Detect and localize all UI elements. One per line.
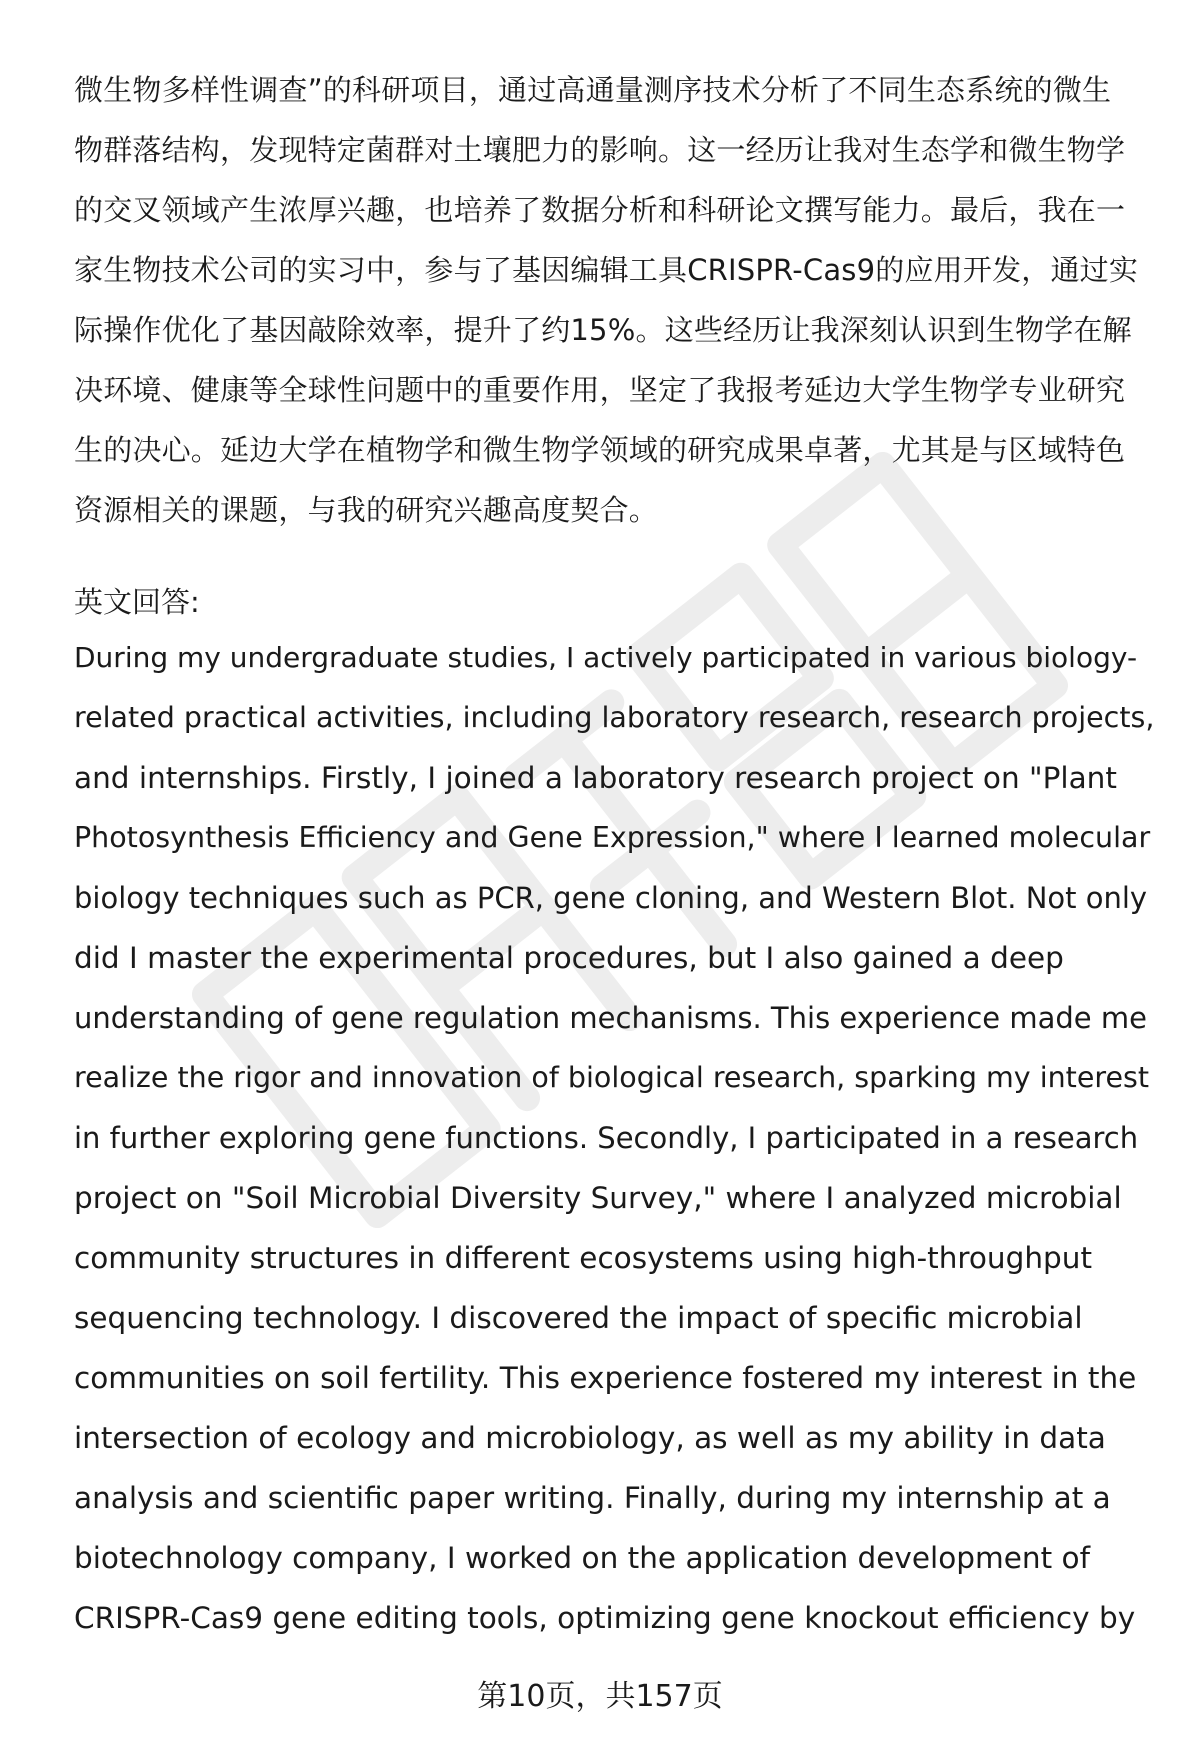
english-answer-line: project on "Soil Microbial Diversity Survey," where I analyzed microbial (74, 1181, 1122, 1215)
english-answer-line: analysis and scientific paper writing. Finally, during my internship at a (74, 1481, 1111, 1515)
english-answer-line: Photosynthesis Efficiency and Gene Expression," where I learned molecular (74, 821, 1151, 854)
chinese-answer-line: 微生物多样性调查”的科研项目，通过高通量测序技术分析了不同生态系统的微生 (74, 73, 1112, 107)
chinese-answer-line: 际操作优化了基因敲除效率，提升了约15%。这些经历让我深刻认识到生物学在解 (74, 313, 1132, 347)
english-answer-line: intersection of ecology and microbiology, as well as my ability in data (74, 1421, 1106, 1455)
english-answer-line: understanding of gene regulation mechanisms. This experience made me (74, 1001, 1147, 1035)
english-answer-heading: 英文回答: (74, 585, 200, 619)
chinese-answer-line: 物群落结构，发现特定菌群对土壤肥力的影响。这一经历让我对生态学和微生物学 (74, 133, 1126, 167)
english-answer-line: did I master the experimental procedures, but I also gained a deep (74, 941, 1064, 975)
english-answer-line: CRISPR-Cas9 gene editing tools, optimizing gene knockout efficiency by (74, 1601, 1136, 1635)
english-answer-line: biology techniques such as PCR, gene cloning, and Western Blot. Not only (74, 881, 1148, 915)
chinese-answer-line: 决环境、健康等全球性问题中的重要作用，坚定了我报考延边大学生物学专业研究 (74, 373, 1126, 407)
chinese-answer-line: 的交叉领域产生浓厚兴趣，也培养了数据分析和科研论文撰写能力。最后，我在一 (74, 193, 1126, 227)
english-answer-line: sequencing technology. I discovered the impact of specific microbial (74, 1301, 1083, 1335)
page-number-footer: 第10页，共157页 (477, 1679, 723, 1714)
english-answer-line: related practical activities, including laboratory research, research projects, (74, 701, 1155, 734)
english-answer-line: and internships. Firstly, I joined a laboratory research project on "Plant (74, 761, 1117, 795)
english-answer-line: biotechnology company, I worked on the application development of (74, 1541, 1090, 1575)
chinese-answer-line: 生的决心。延边大学在植物学和微生物学领域的研究成果卓著，尤其是与区域特色 (74, 433, 1126, 467)
chinese-answer-paragraph (74, 60, 1154, 540)
chinese-answer-line: 资源相关的课题，与我的研究兴趣高度契合。 (74, 493, 659, 527)
english-answer-line: communities on soil fertility. This experience fostered my interest in the (74, 1361, 1137, 1395)
chinese-answer-line: 家生物技术公司的实习中，参与了基因编辑工具CRISPR-Cas9的应用开发，通过实 (74, 253, 1139, 287)
english-answer-line: During my undergraduate studies, I actively participated in various biology- (74, 641, 1138, 674)
english-answer-line: in further exploring gene functions. Secondly, I participated in a research (74, 1121, 1139, 1155)
english-answer-line: community structures in different ecosystems using high-throughput (74, 1241, 1093, 1275)
english-answer-line: realize the rigor and innovation of biological research, sparking my interest (74, 1061, 1150, 1094)
english-answer-paragraph (74, 628, 1154, 1648)
